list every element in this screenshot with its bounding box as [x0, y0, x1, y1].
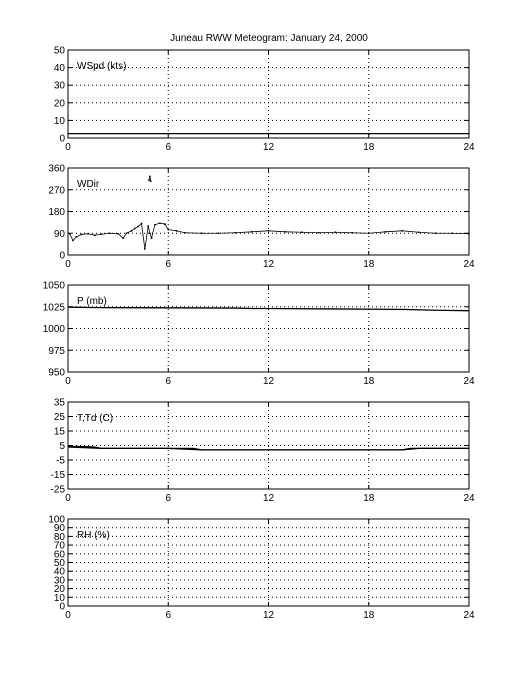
data-trace-segment	[235, 232, 252, 233]
y-tick-label: -5	[56, 455, 65, 467]
y-tick-label: 25	[53, 412, 65, 423]
y-tick-label: 90	[53, 228, 65, 240]
x-tick-label: 18	[363, 376, 375, 387]
data-trace-segment	[177, 231, 185, 233]
y-tick-label: 5	[59, 441, 65, 452]
y-tick-label: 40	[53, 63, 65, 75]
data-trace-segment	[101, 233, 109, 234]
y-tick-label: 975	[48, 345, 65, 357]
y-tick-label: -25	[50, 484, 65, 496]
panel-1	[54, 46, 475, 154]
y-tick-label: 270	[48, 185, 65, 197]
figure-title: Juneau RWW Meteogram: January 24, 2000	[170, 33, 368, 44]
panel-label: WDir	[77, 179, 100, 190]
y-tick-label: 0	[59, 601, 65, 613]
y-tick-label: 360	[48, 163, 65, 175]
panel-4	[51, 398, 475, 505]
panel-label: RH (%)	[77, 530, 110, 541]
y-tick-label: 50	[53, 558, 65, 569]
x-tick-label: 24	[463, 142, 475, 153]
x-tick-label: 12	[262, 142, 275, 153]
y-tick-label: 30	[53, 80, 65, 92]
y-tick-label: -15	[50, 470, 65, 481]
y-tick-label: 180	[48, 207, 65, 218]
x-tick-label: 18	[363, 610, 375, 621]
series-line-1	[68, 307, 469, 310]
panels	[43, 46, 475, 622]
data-trace-segment	[269, 231, 286, 232]
data-trace-segment	[135, 226, 138, 228]
data-trace-segment	[76, 234, 81, 236]
data-trace-segment	[155, 223, 160, 225]
data-trace-segment	[123, 233, 126, 238]
x-tick-label: 18	[363, 259, 375, 270]
y-tick-label: 1050	[42, 280, 65, 292]
y-tick-label: 60	[53, 549, 65, 561]
data-trace-segment	[150, 233, 152, 238]
x-tick-label: 0	[65, 610, 71, 621]
data-trace-segment	[419, 232, 436, 233]
y-tick-label: 0	[59, 133, 65, 145]
panel-label: WSpd (kts)	[77, 61, 127, 72]
y-tick-label: 20	[53, 584, 65, 596]
data-trace-segment	[95, 234, 102, 235]
data-trace-segment	[165, 224, 168, 230]
data-trace-segment	[152, 225, 155, 238]
data-trace-segment	[385, 231, 402, 232]
data-trace-segment	[168, 230, 176, 231]
y-tick-label: 35	[53, 397, 65, 409]
y-tick-label: 0	[59, 250, 65, 262]
x-tick-label: 0	[65, 376, 71, 387]
y-tick-label: 90	[53, 523, 65, 535]
x-tick-label: 12	[262, 493, 275, 504]
data-trace-segment	[88, 234, 95, 235]
x-tick-label: 24	[463, 376, 475, 387]
data-trace-segment	[131, 228, 134, 230]
data-trace-segment	[252, 231, 269, 232]
x-tick-label: 6	[165, 376, 172, 387]
data-trace-segment	[73, 237, 76, 241]
x-tick-label: 0	[65, 142, 71, 153]
y-tick-label: 950	[48, 367, 65, 379]
data-trace-segment	[142, 224, 145, 249]
panel-2	[48, 164, 475, 271]
x-tick-label: 0	[65, 493, 71, 504]
y-tick-label: 10	[53, 592, 65, 604]
x-tick-label: 0	[65, 259, 71, 270]
x-tick-label: 6	[165, 610, 172, 621]
x-tick-label: 18	[363, 142, 375, 153]
x-tick-label: 6	[165, 142, 172, 153]
y-tick-label: 80	[53, 531, 65, 543]
y-tick-label: 40	[53, 566, 65, 578]
y-tick-label: 10	[53, 115, 65, 127]
panel-label: P (mb)	[77, 296, 107, 307]
data-trace-segment	[402, 231, 419, 232]
data-trace-segment	[81, 234, 88, 235]
data-trace-segment	[160, 223, 165, 224]
x-tick-label: 24	[463, 610, 475, 621]
y-tick-label: 20	[53, 98, 65, 110]
panel-5	[48, 515, 475, 622]
data-trace-segment	[138, 224, 141, 227]
x-tick-label: 6	[165, 493, 172, 504]
x-tick-label: 12	[262, 376, 275, 387]
x-tick-label: 18	[363, 493, 375, 504]
x-tick-label: 12	[262, 610, 275, 621]
y-tick-label: 70	[53, 540, 65, 552]
y-tick-label: 1025	[42, 302, 65, 314]
y-tick-label: 1000	[42, 324, 65, 335]
data-trace-segment	[369, 232, 386, 233]
y-tick-label: 100	[48, 514, 65, 526]
data-trace-segment	[145, 226, 148, 249]
y-tick-label: 30	[53, 575, 65, 587]
x-tick-label: 12	[262, 259, 275, 270]
data-trace-segment	[148, 226, 150, 233]
data-trace-segment	[70, 234, 73, 241]
panel-label: T,Td (C)	[77, 413, 114, 424]
y-tick-label: 15	[53, 426, 65, 438]
x-tick-label: 24	[463, 493, 475, 504]
data-trace-segment	[118, 234, 123, 238]
x-tick-label: 24	[463, 259, 475, 270]
data-trace-segment	[150, 176, 151, 181]
y-tick-label: 50	[53, 45, 65, 57]
panel-3	[43, 281, 475, 388]
x-tick-label: 6	[165, 259, 172, 270]
